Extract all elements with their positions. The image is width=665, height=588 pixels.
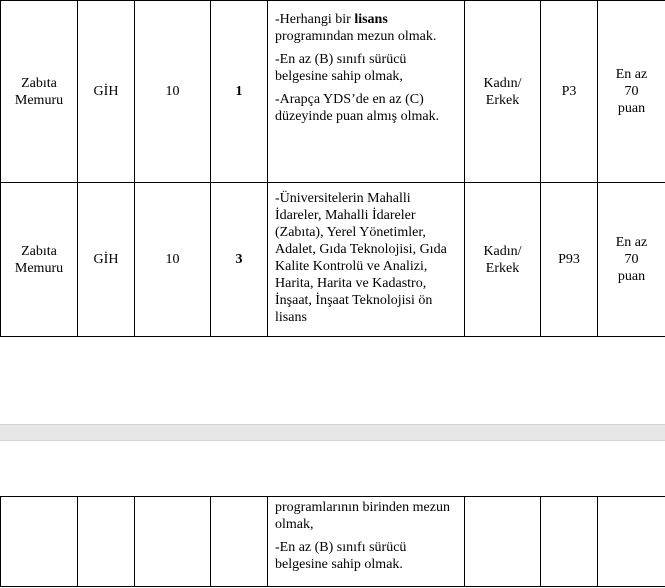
requirements-cell [268,497,465,587]
grade-cell: 10 [135,1,211,183]
gender-cell [465,497,541,587]
count-value: 1 [235,84,243,99]
position-title-cell [1,497,78,587]
requirement-item: programlarının birinden mezun olmak, [275,500,450,532]
class-cell: GİH [78,183,135,337]
grade-cell: 10 [135,183,211,337]
requirement-item: -Arapça YDS’de en az (C) düzeyinde puan almış olmak. [275,92,440,124]
table-row [1,1,665,183]
count-value: 3 [235,252,243,267]
table-row [1,183,665,337]
requirement-item: -En az (B) sınıfı sürücü belgesine sahip olmak, [275,52,407,84]
position-title-cell [1,183,78,337]
requirements-cell [268,1,465,183]
min-score-cell [598,497,665,587]
score-type-cell: P93 [541,183,598,337]
requirement-item: -En az (B) sınıfı sürücü belgesine sahip olmak. [275,540,407,572]
position-title-cell [1,1,78,183]
positions-table-continued [0,496,665,587]
grade-cell [135,497,211,587]
page-break-separator [0,424,665,441]
position-title-line: Memuru [14,260,64,276]
requirements-cell [268,183,465,337]
score-type-cell [541,497,598,587]
count-cell [211,497,268,587]
count-cell [211,1,268,183]
gender-cell: Kadın/ Erkek [465,183,541,337]
score-type-cell: P3 [541,1,598,183]
min-score-cell: En az 70 puan [598,183,665,337]
position-title-line: Zabıta [21,75,57,91]
gender-cell: Kadın/ Erkek [465,1,541,183]
class-cell [78,497,135,587]
class-cell: GİH [78,1,135,183]
requirement-item: -Üniversitelerin Mahalli İdareler, Mahalli İdareler (Zabıta), Yerel Yönetimler, Adalet, Gıda Teknolojisi, Gıda Kalite Kontrolü ve Analizi, Harita, Harita ve Kadastro, İnşaat, İnşaat Teknolojisi ön lisans [275,191,447,325]
position-title-line: Zabıta [21,243,57,259]
position-title-line: Memuru [14,92,64,108]
table-row [1,497,665,587]
count-cell [211,183,268,337]
requirement-item: -Herhangi bir lisans programından mezun olmak. [275,12,437,44]
min-score-cell: En az 70 puan [598,1,665,183]
